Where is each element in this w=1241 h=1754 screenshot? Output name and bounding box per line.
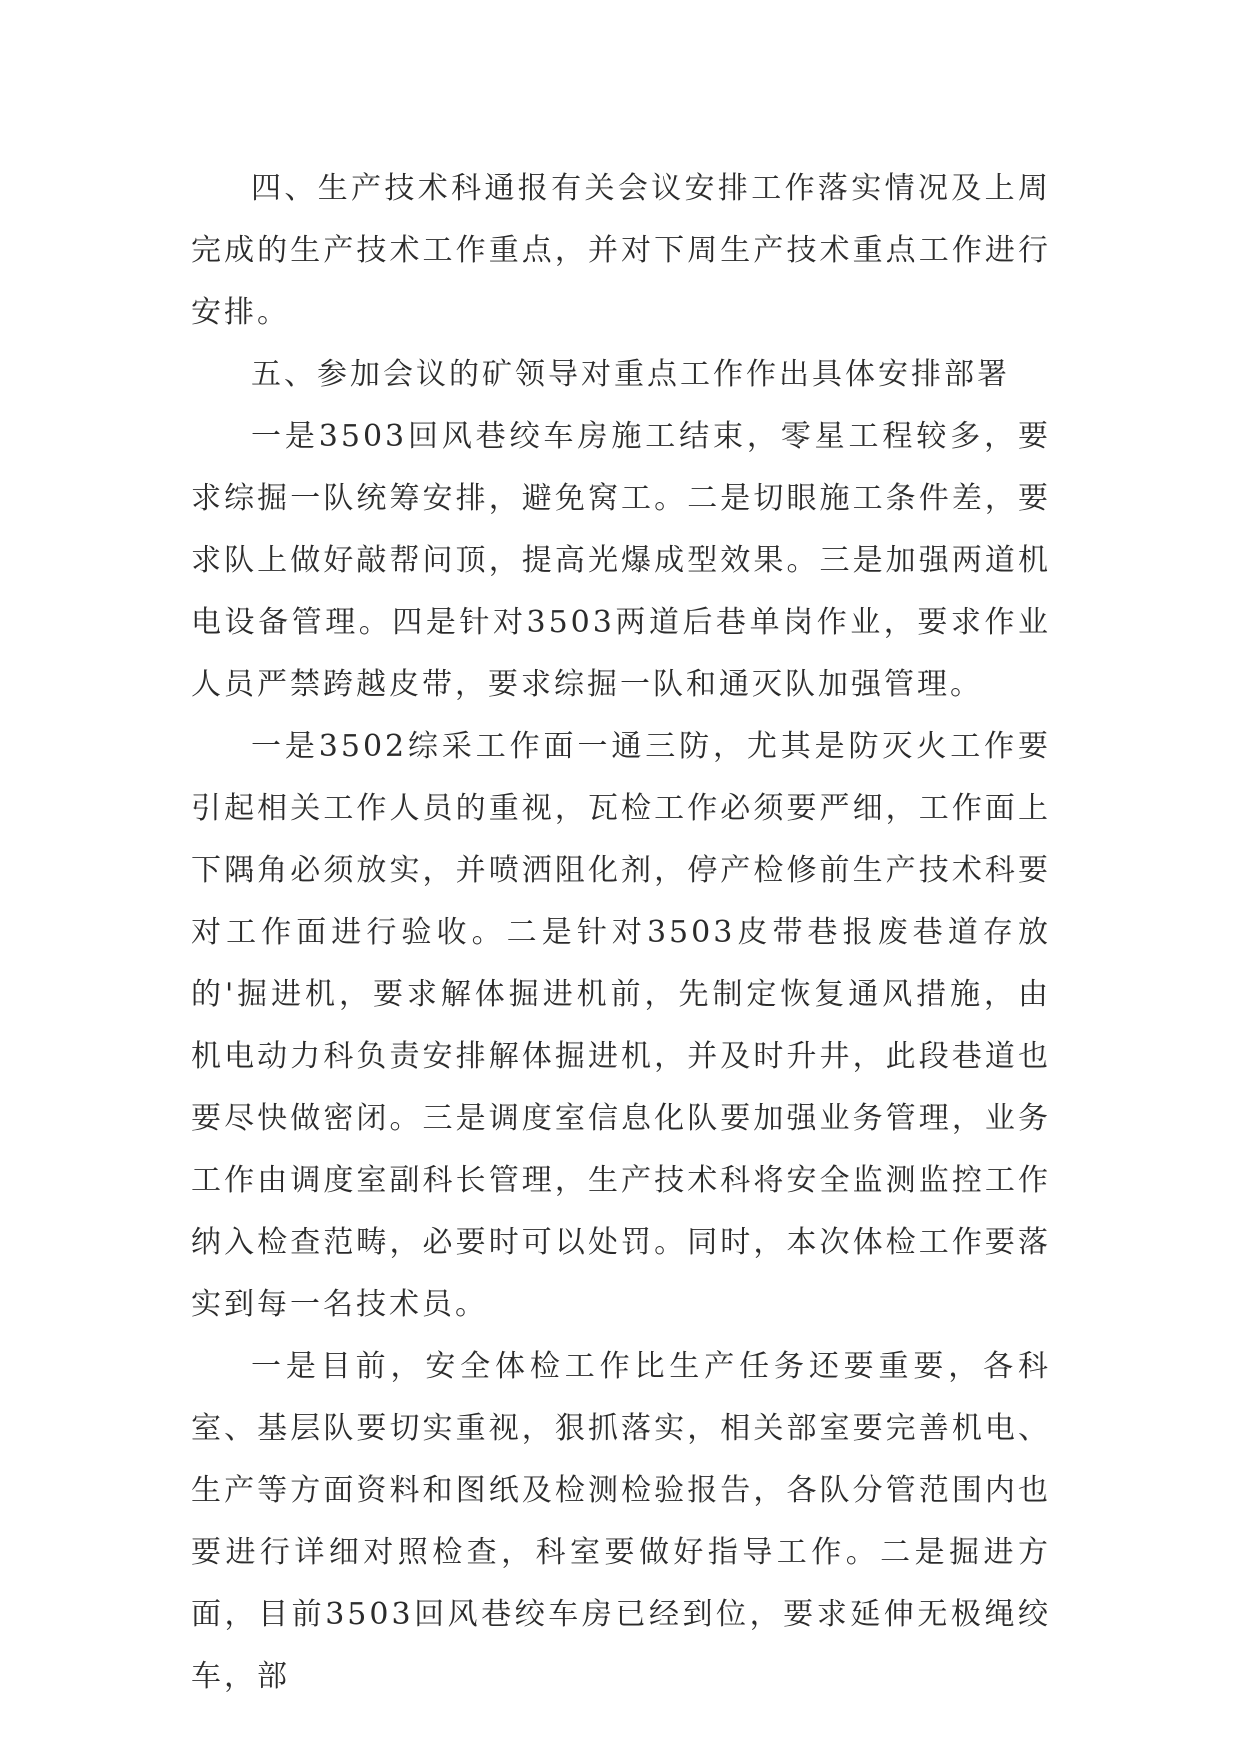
paragraph-arrangement-3: 一是目前，安全体检工作比生产任务还要重要，各科室、基层队要切实重视，狠抓落实，相关部室要完善机电、生产等方面资料和图纸及检测检验报告，各队分管范围内也要进行详细对照检查，科室要做好指导工作。二是掘进方面，目前3503回风巷绞车房已经到位，要求延伸无极绳绞车，部 [191,1349,1051,1694]
document-body [191,158,1051,1708]
paragraph-arrangement-1: 一是3503回风巷绞车房施工结束，零星工程较多，要求综掘一队统筹安排，避免窝工。二是切眼施工条件差，要求队上做好敲帮问顶，提高光爆成型效果。三是加强两道机电设备管理。四是针对3503两道后巷单岗作业，要求作业人员严禁跨越皮带，要求综掘一队和通灭队加强管理。 [191,419,1051,702]
paragraph-arrangement-2: 一是3502综采工作面一通三防，尤其是防灭火工作要引起相关工作人员的重视，瓦检工作必须要严细，工作面上下隅角必须放实，并喷洒阻化剂，停产检修前生产技术科要对工作面进行验收。二是针对3503皮带巷报废巷道存放的'掘进机，要求解体掘进机前，先制定恢复通风措施，由机电动力科负责安排解体掘进机，并及时升井，此段巷道也要尽快做密闭。三是调度室信息化队要加强业务管理，业务工作由调度室副科长管理，生产技术科将安全监测监控工作纳入检查范畴，必要时可以处罚。同时，本次体检工作要落实到每一名技术员。 [191,729,1051,1322]
paragraph-section-five-heading: 五、参加会议的矿领导对重点工作作出具体安排部署 [251,357,1010,392]
paragraph-section-four: 四、生产技术科通报有关会议安排工作落实情况及上周完成的生产技术工作重点，并对下周生产技术重点工作进行安排。 [191,171,1051,330]
